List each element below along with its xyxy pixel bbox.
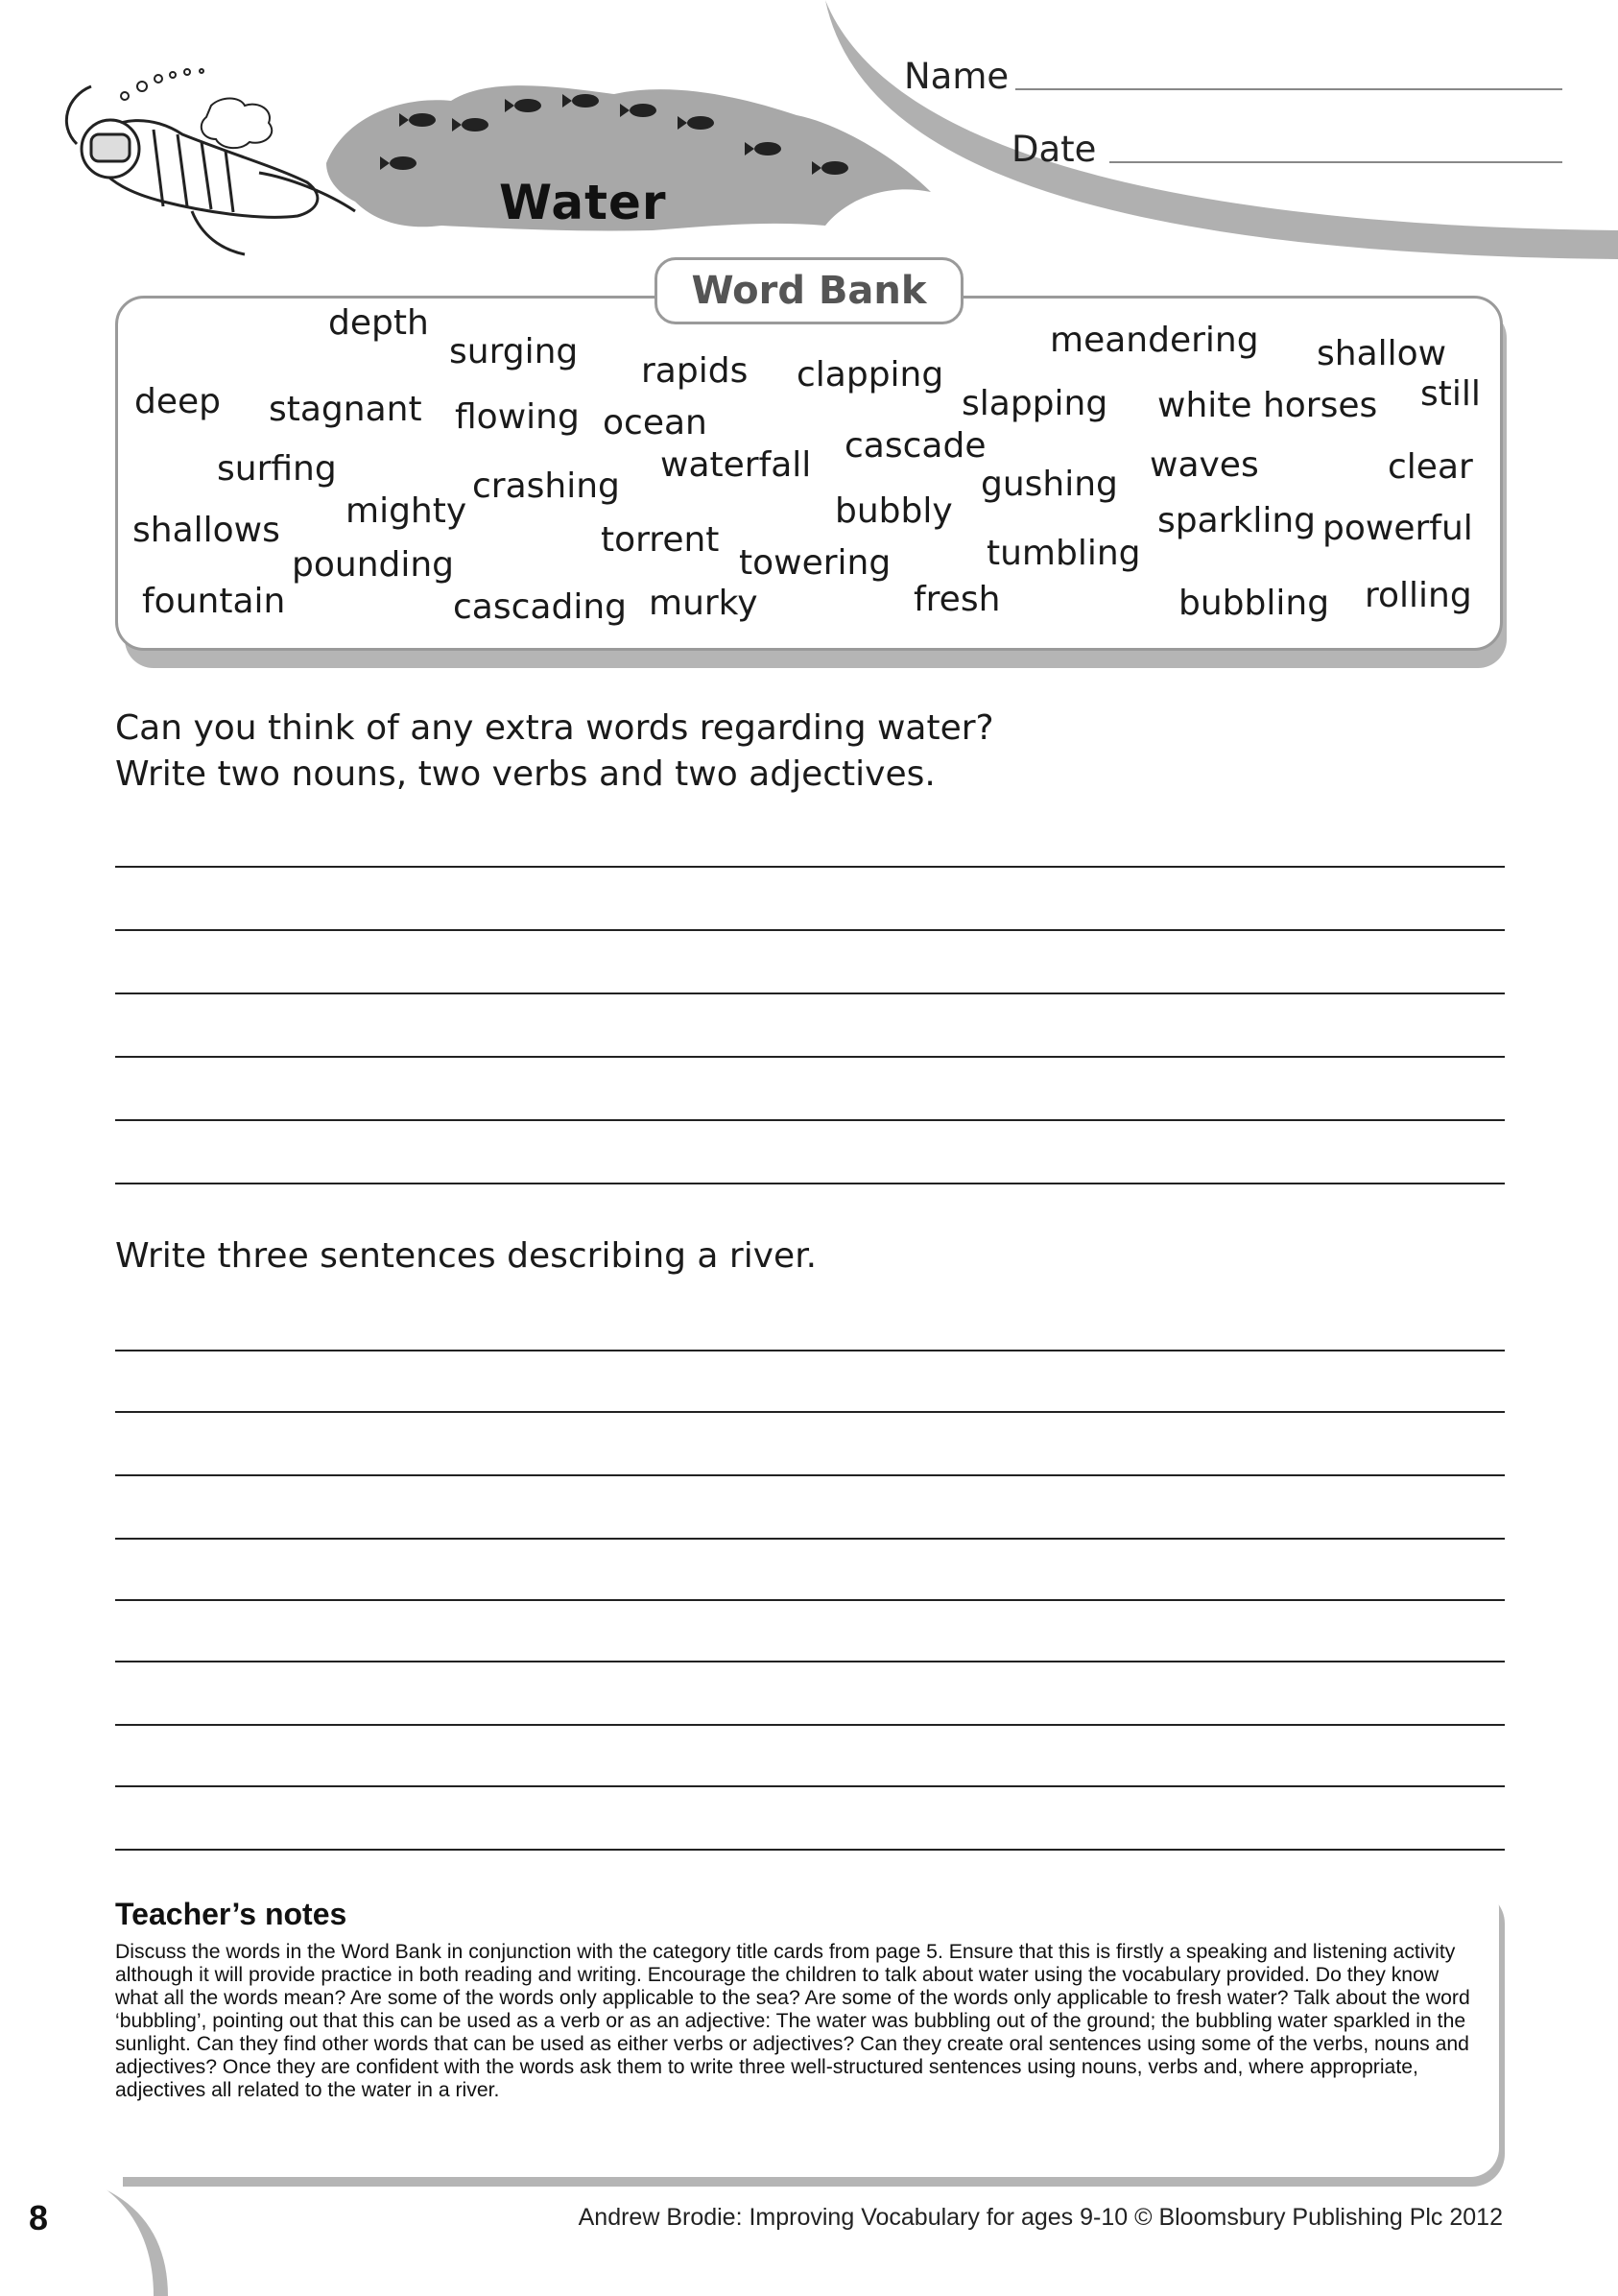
word-bank-item: cascading — [453, 587, 627, 627]
answer-line[interactable] — [115, 1056, 1505, 1058]
word-bank-item: cascade — [845, 426, 987, 466]
word-bank-item: sparkling — [1157, 501, 1316, 540]
footer-credit: Andrew Brodie: Improving Vocabulary for ages 9-10 © Bloomsbury Publishing Plc 2012 — [578, 2204, 1503, 2231]
word-bank-item: surfing — [217, 449, 337, 489]
word-bank-item: shallow — [1317, 334, 1447, 373]
word-bank-item: crashing — [472, 466, 620, 506]
answer-line[interactable] — [115, 1350, 1505, 1351]
word-bank-item: surging — [449, 332, 579, 371]
answer-line[interactable] — [115, 1599, 1505, 1601]
word-bank-item: rapids — [641, 351, 749, 391]
question-1-line-1: Can you think of any extra words regarding water? — [115, 708, 994, 748]
word-bank-item: stagnant — [269, 390, 422, 429]
teachers-notes-title: Teacher’s notes — [115, 1897, 347, 1931]
word-bank-item: torrent — [601, 520, 720, 560]
answer-line[interactable] — [115, 1183, 1505, 1184]
date-field[interactable] — [1109, 161, 1562, 163]
question-2: Write three sentences describing a river. — [115, 1236, 818, 1276]
page-number: 8 — [29, 2198, 49, 2237]
word-bank-item: murky — [649, 584, 758, 623]
word-bank-item: bubbling — [1178, 584, 1330, 623]
word-bank-item: mighty — [345, 491, 467, 531]
question-1-line-2: Write two nouns, two verbs and two adjectives. — [115, 754, 936, 794]
page-title: Water — [499, 175, 667, 230]
word-bank-item: slapping — [962, 384, 1108, 423]
word-bank-item: towering — [739, 543, 892, 583]
word-bank-title: Word Bank — [654, 257, 964, 324]
word-bank-item: ocean — [603, 403, 707, 442]
word-bank-item: flowing — [455, 397, 580, 437]
word-bank-item: bubbly — [835, 491, 953, 531]
word-bank-item: still — [1420, 374, 1481, 414]
word-bank-item: depth — [328, 303, 429, 343]
answer-line[interactable] — [115, 1474, 1505, 1476]
word-bank-item: fountain — [142, 582, 286, 621]
answer-line[interactable] — [115, 929, 1505, 931]
word-bank-item: rolling — [1365, 576, 1472, 615]
answer-line[interactable] — [115, 1785, 1505, 1787]
word-bank-item: meandering — [1050, 321, 1259, 360]
word-bank-item: fresh — [914, 580, 1001, 619]
answer-line[interactable] — [115, 1538, 1505, 1540]
word-bank-item: shallows — [132, 511, 280, 550]
word-bank-item: waterfall — [660, 445, 812, 485]
answer-line[interactable] — [115, 1849, 1505, 1851]
word-bank-item: pounding — [292, 545, 455, 585]
teachers-notes-body: Discuss the words in the Word Bank in conjunction with the category title cards from page 5. Ensure that this is firstly a speaking and listening activity although it will provide practice in both reading and writing. Encourage the children to talk about water using the vocabulary provided. Do they know what all the words mean? Are some of the words only applicable to the sea? Are some of the words only applicable to fresh water? Talk about the word ‘bubbling’, pointing out that this can be used as a verb or as an adjective: The water was bubbling out of the ground; the bubbling water sparkled in the sunlight. Can they find other words that can be used as either verbs or adjectives? Can they create oral sentences using some of the verbs, nouns and adjectives? Once they are confident with the words ask them to write three well-structured sentences using nouns, verbs and, where appropriate, adjectives all related to the water in a river. — [115, 1941, 1470, 2101]
word-bank-item: clear — [1388, 447, 1473, 487]
diver-illustration — [38, 58, 940, 278]
answer-line[interactable] — [115, 1411, 1505, 1413]
answer-line[interactable] — [115, 1724, 1505, 1726]
word-bank-item: white horses — [1157, 386, 1378, 425]
answer-line[interactable] — [115, 1119, 1505, 1121]
word-bank-item: gushing — [981, 465, 1118, 504]
answer-line[interactable] — [115, 993, 1505, 994]
word-bank-item: deep — [134, 382, 221, 421]
word-bank-item: tumbling — [987, 534, 1141, 573]
answer-line[interactable] — [115, 866, 1505, 868]
name-label: Name — [904, 56, 1010, 97]
date-label: Date — [1011, 129, 1097, 170]
word-bank-item: waves — [1150, 445, 1259, 485]
word-bank-item: powerful — [1322, 509, 1473, 548]
word-bank-item: clapping — [797, 355, 944, 395]
name-field[interactable] — [1015, 88, 1562, 90]
answer-line[interactable] — [115, 1661, 1505, 1662]
